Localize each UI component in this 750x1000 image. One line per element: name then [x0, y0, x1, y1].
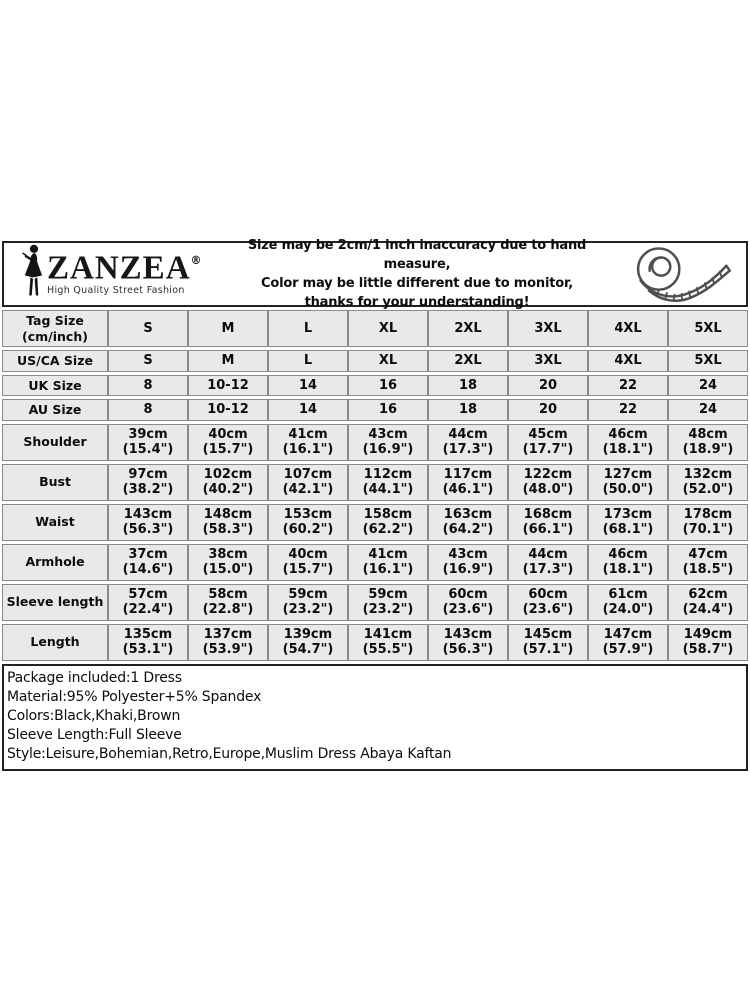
size-cell: 61cm (24.0") [588, 584, 668, 621]
size-cell: 127cm (50.0") [588, 464, 668, 501]
size-cell: 48cm (18.9") [668, 424, 748, 461]
size-cell: L [268, 310, 348, 347]
size-cell: 178cm (70.1") [668, 504, 748, 541]
size-cell: 132cm (52.0") [668, 464, 748, 501]
size-cell: 22 [588, 399, 668, 421]
size-cell: 40cm (15.7") [268, 544, 348, 581]
size-cell: 46cm (18.1") [588, 544, 668, 581]
size-cell: 44cm (17.3") [428, 424, 508, 461]
size-cell: 58cm (22.8") [188, 584, 268, 621]
table-row-au-size [2, 399, 748, 421]
size-cell: 60cm (23.6") [508, 584, 588, 621]
size-cell: 14 [268, 375, 348, 397]
size-cell: 122cm (48.0") [508, 464, 588, 501]
size-cell: 8 [108, 375, 188, 397]
size-cell: 62cm (24.4") [668, 584, 748, 621]
size-cell: 44cm (17.3") [508, 544, 588, 581]
size-cell: 45cm (17.7") [508, 424, 588, 461]
size-cell: 37cm (14.6") [108, 544, 188, 581]
size-cell: 149cm (58.7") [668, 624, 748, 661]
size-cell: 135cm (53.1") [108, 624, 188, 661]
size-cell: L [268, 350, 348, 372]
table-row-armhole [2, 544, 748, 581]
size-cell: 117cm (46.1") [428, 464, 508, 501]
brand-logo [10, 245, 212, 303]
size-cell: 20 [508, 399, 588, 421]
table-row-sleeve-length [2, 584, 748, 621]
row-label: Shoulder [2, 424, 108, 461]
size-cell: 20 [508, 375, 588, 397]
detail-line-sleeve: Sleeve Length:Full Sleeve [7, 726, 182, 743]
size-cell: 5XL [668, 310, 748, 347]
size-cell: 16 [348, 399, 428, 421]
size-cell: 38cm (15.0") [188, 544, 268, 581]
size-cell: 60cm (23.6") [428, 584, 508, 621]
table-row-shoulder [2, 424, 748, 461]
size-cell: S [108, 310, 188, 347]
header-box [2, 238, 748, 310]
size-cell: 107cm (42.1") [268, 464, 348, 501]
size-cell: 148cm (58.3") [188, 504, 268, 541]
row-label: Waist [2, 504, 108, 541]
table-row-uk-size [2, 375, 748, 397]
woman-silhouette-icon [20, 243, 45, 303]
size-cell: 145cm (57.1") [508, 624, 588, 661]
size-table [2, 307, 748, 664]
size-cell: 153cm (60.2") [268, 504, 348, 541]
size-cell: 57cm (22.4") [108, 584, 188, 621]
size-chart-sheet [2, 238, 748, 771]
size-cell: 10-12 [188, 399, 268, 421]
size-table-body [2, 310, 748, 661]
notice-line: Color may be little different due to monitor, [261, 276, 573, 291]
size-cell: 102cm (40.2") [188, 464, 268, 501]
size-cell: 4XL [588, 310, 668, 347]
notice-line: Size may be 2cm/1 inch inaccuracy due to hand measure, [247, 238, 587, 272]
size-cell: 47cm (18.5") [668, 544, 748, 581]
row-label: US/CA Size [2, 350, 108, 372]
row-label: UK Size [2, 375, 108, 397]
detail-line-package: Package included:1 Dress [7, 669, 182, 686]
size-cell: S [108, 350, 188, 372]
table-row-bust [2, 464, 748, 501]
size-cell: 18 [428, 399, 508, 421]
size-cell: 143cm (56.3") [108, 504, 188, 541]
size-cell: 3XL [508, 310, 588, 347]
row-label: Bust [2, 464, 108, 501]
notice-line: thanks for your understanding! [304, 295, 530, 310]
measure-notice [212, 236, 622, 312]
table-row-waist [2, 504, 748, 541]
product-details [2, 664, 748, 771]
row-label: Sleeve length [2, 584, 108, 621]
table-row-tag-size [2, 310, 748, 347]
size-cell: 10-12 [188, 375, 268, 397]
size-cell: 173cm (68.1") [588, 504, 668, 541]
row-label: Armhole [2, 544, 108, 581]
brand-tagline: High Quality Street Fashion [47, 285, 185, 297]
size-cell: 137cm (53.9") [188, 624, 268, 661]
size-cell: XL [348, 350, 428, 372]
detail-line-style: Style:Leisure,Bohemian,Retro,Europe,Muslim Dress Abaya Kaftan [7, 745, 452, 762]
size-cell: M [188, 310, 268, 347]
size-cell: 39cm (15.4") [108, 424, 188, 461]
size-cell: 43cm (16.9") [428, 544, 508, 581]
size-cell: 163cm (64.2") [428, 504, 508, 541]
size-cell: 8 [108, 399, 188, 421]
size-cell: 168cm (66.1") [508, 504, 588, 541]
size-cell: 143cm (56.3") [428, 624, 508, 661]
size-cell: 41cm (16.1") [268, 424, 348, 461]
row-label: Length [2, 624, 108, 661]
table-row-us-ca-size [2, 350, 748, 372]
detail-line-material: Material:95% Polyester+5% Spandex [7, 688, 262, 705]
size-cell: M [188, 350, 268, 372]
size-cell: 14 [268, 399, 348, 421]
size-cell: XL [348, 310, 428, 347]
size-cell: 2XL [428, 310, 508, 347]
size-cell: 24 [668, 375, 748, 397]
size-cell: 43cm (16.9") [348, 424, 428, 461]
row-label: AU Size [2, 399, 108, 421]
size-cell: 147cm (57.9") [588, 624, 668, 661]
detail-line-colors: Colors:Black,Khaki,Brown [7, 707, 181, 724]
registered-mark: ® [190, 253, 202, 268]
size-cell: 22 [588, 375, 668, 397]
size-cell: 112cm (44.1") [348, 464, 428, 501]
size-cell: 5XL [668, 350, 748, 372]
size-cell: 59cm (23.2") [348, 584, 428, 621]
size-cell: 16 [348, 375, 428, 397]
size-cell: 41cm (16.1") [348, 544, 428, 581]
size-cell: 24 [668, 399, 748, 421]
table-row-length [2, 624, 748, 661]
size-cell: 2XL [428, 350, 508, 372]
measuring-tape-icon [622, 241, 740, 307]
size-cell: 59cm (23.2") [268, 584, 348, 621]
size-cell: 158cm (62.2") [348, 504, 428, 541]
size-cell: 46cm (18.1") [588, 424, 668, 461]
size-cell: 97cm (38.2") [108, 464, 188, 501]
size-cell: 141cm (55.5") [348, 624, 428, 661]
size-cell: 4XL [588, 350, 668, 372]
size-cell: 3XL [508, 350, 588, 372]
brand-name: ZANZEA® [47, 249, 202, 287]
row-label: Tag Size (cm/inch) [2, 310, 108, 347]
size-cell: 40cm (15.7") [188, 424, 268, 461]
size-cell: 139cm (54.7") [268, 624, 348, 661]
size-cell: 18 [428, 375, 508, 397]
